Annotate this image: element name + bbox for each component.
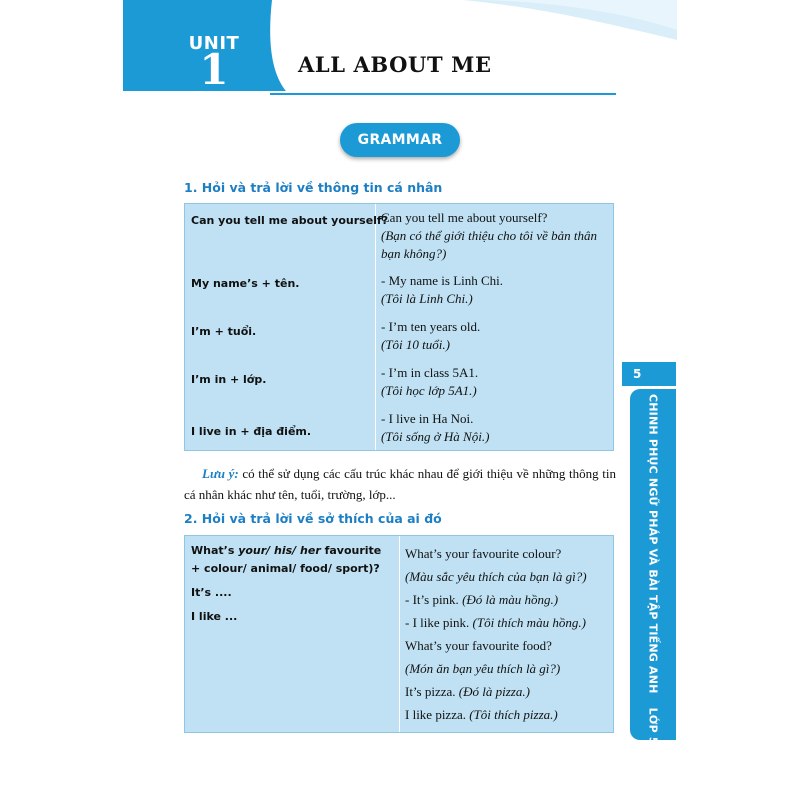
pronoun-options: your/ his/ her: [238, 544, 321, 557]
answer-vi: (Tôi sống ở Hà Nội.): [381, 429, 490, 444]
answer-vi: (Tôi là Linh Chi.): [381, 291, 473, 306]
title-underline: [270, 93, 616, 95]
table-cell-answer: [381, 410, 609, 446]
example-answer: - I like pink. (Tôi thích màu hồng.): [405, 615, 586, 630]
table-cell-question: I live in + địa điểm.: [191, 425, 312, 438]
table-cell-answer: [381, 364, 609, 400]
table-cell-question: [191, 542, 397, 626]
answer-pattern: I like ...: [191, 610, 238, 623]
table-cell-question: Can you tell me about yourself?: [191, 214, 389, 227]
favourites-table: [184, 535, 614, 733]
answer-en: Can you tell me about yourself?: [381, 210, 548, 225]
table-divider: [399, 536, 400, 732]
note-label: Lưu ý:: [202, 466, 239, 481]
example-translation: (Món ăn bạn yêu thích là gì?): [405, 661, 561, 676]
personal-info-table: [184, 203, 614, 451]
answer-pattern: It’s ....: [191, 586, 232, 599]
table-cell-answer: [381, 272, 609, 308]
answer-en: - I’m in class 5A1.: [381, 365, 479, 380]
table-cell-question: My name’s + tên.: [191, 277, 300, 290]
example-translation: (Màu sắc yêu thích của bạn là gì?): [405, 569, 587, 584]
example-answer: It’s pizza. (Đó là pizza.): [405, 684, 530, 699]
page-title: ALL ABOUT ME: [298, 52, 492, 77]
note-text: có thể sử dụng các cấu trúc khác nhau để giới thiệu về những thông tin cá nhân khác như tên, tuổi, trường, lớp...: [184, 466, 616, 502]
section-2-heading: 2. Hỏi và trả lời về sở thích của ai đó: [184, 511, 442, 526]
side-tab-text: [646, 394, 660, 795]
table-cell-question: I’m + tuổi.: [191, 325, 257, 338]
answer-en: - My name is Linh Chi.: [381, 273, 504, 288]
table-cell-answer: [381, 209, 609, 263]
table-divider: [375, 204, 376, 450]
question-line: + colour/ animal/ food/ sport)?: [191, 562, 380, 575]
table-cell-answer: [381, 318, 609, 354]
unit-number: 1: [199, 45, 229, 94]
series-title: CHINH PHỤC NGỮ PHÁP VÀ BÀI TẬP TIẾNG ANH: [646, 394, 660, 694]
example-answer: I like pizza. (Tôi thích pizza.): [405, 707, 558, 722]
answer-en: - I live in Ha Noi.: [381, 411, 474, 426]
answer-en: - I’m ten years old.: [381, 319, 481, 334]
unit-label: UNIT: [188, 33, 240, 54]
example-question: What’s your favourite colour?: [405, 546, 562, 561]
table-cell-answer: [405, 542, 613, 726]
answer-vi: (Tôi 10 tuổi.): [381, 337, 450, 352]
example-question: What’s your favourite food?: [405, 638, 552, 653]
answer-vi: (Bạn có thể giới thiệu cho tôi về bản thân bạn không?): [381, 228, 597, 261]
section-1-heading: 1. Hỏi và trả lời về thông tin cá nhân: [184, 180, 443, 195]
grade-label: LỚP 5 - TẬP 1: [646, 707, 660, 795]
page-number: 5: [622, 362, 676, 386]
question-line: What’s your/ his/ her favourite: [191, 544, 382, 557]
grammar-badge: GRAMMAR: [340, 123, 460, 157]
note-paragraph: [184, 463, 616, 505]
answer-vi: (Tôi học lớp 5A1.): [381, 383, 477, 398]
table-cell-question: I’m in + lớp.: [191, 373, 267, 386]
example-answer: - It’s pink. (Đó là màu hồng.): [405, 592, 559, 607]
